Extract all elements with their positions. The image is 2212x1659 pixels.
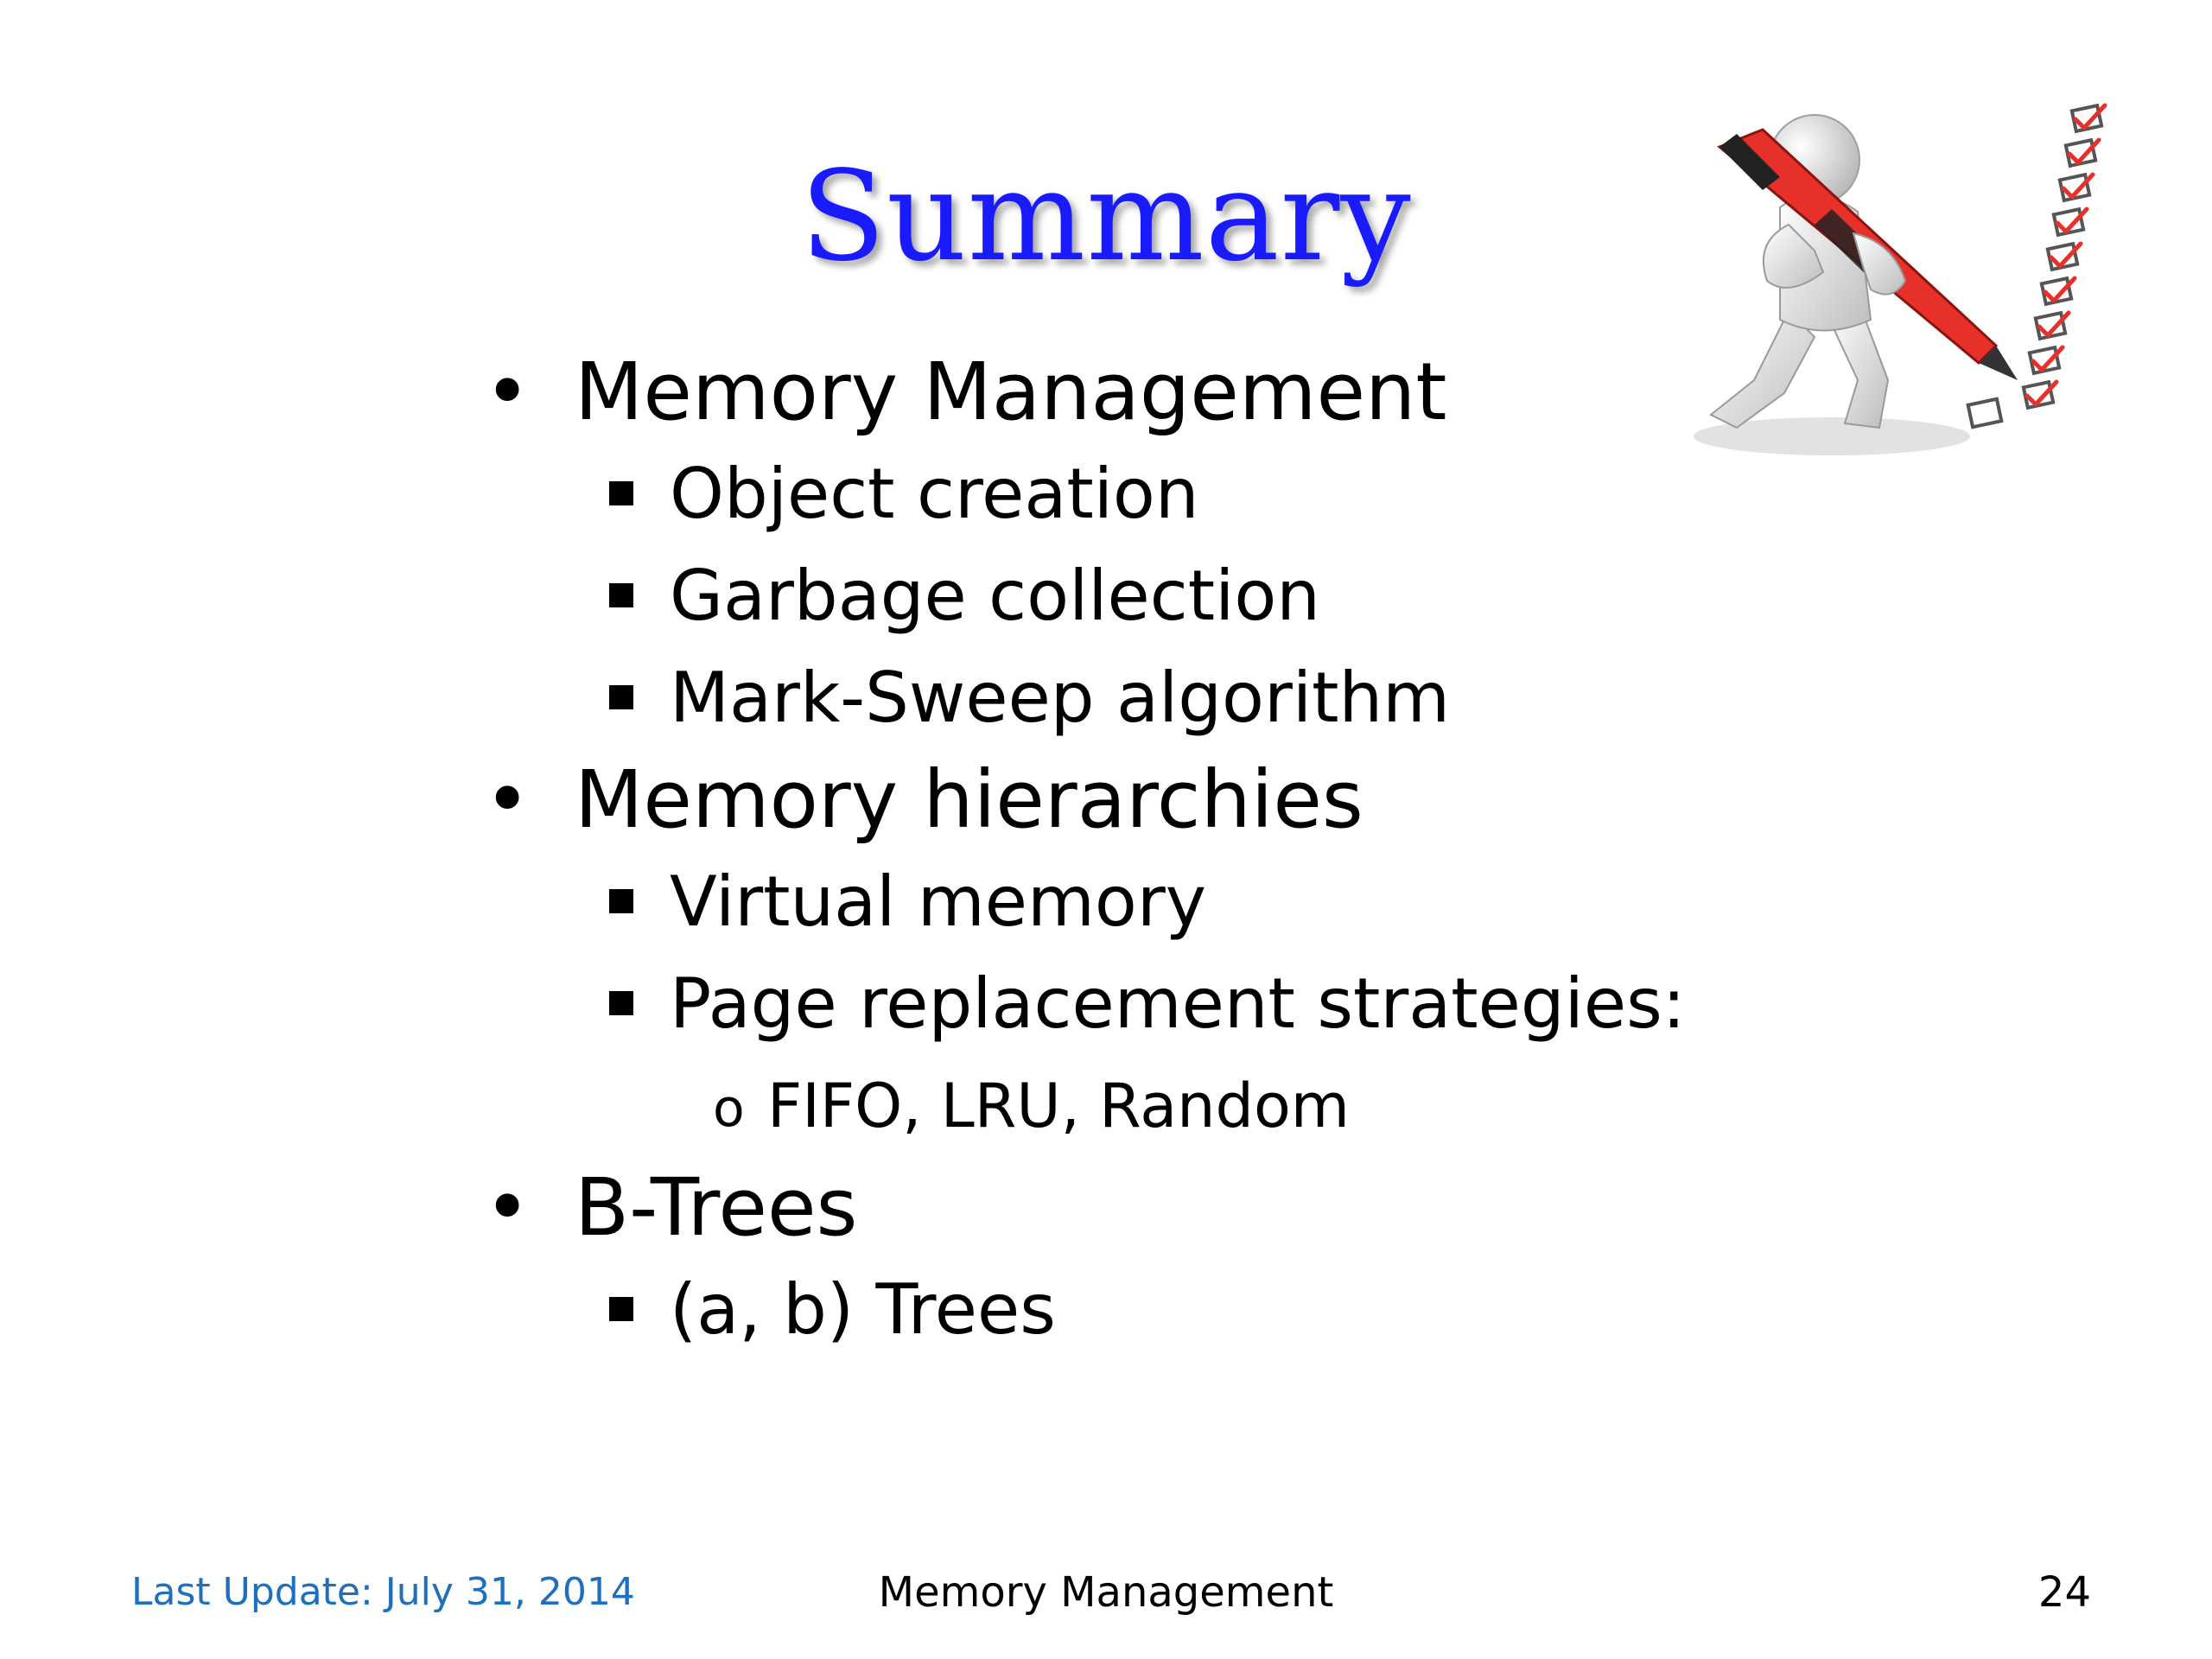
bullet-memory-hierarchies — [484, 749, 1866, 851]
sub-bullet-text: Virtual memory — [670, 861, 1207, 942]
bullet-text: B-Trees — [575, 1161, 858, 1254]
sub-bullet-mark-sweep — [484, 647, 1866, 749]
sub-bullet-object-creation — [484, 443, 1866, 545]
sub-bullet-text: Garbage collection — [670, 556, 1320, 636]
sub-sub-bullet-text: FIFO, LRU, Random — [767, 1071, 1350, 1141]
footer-page-number: 24 — [2037, 1568, 2091, 1617]
sub-bullet-text: (a, b) Trees — [670, 1269, 1056, 1350]
circle-bullet-icon: o — [713, 1078, 745, 1139]
sub-bullet-text: Page replacement strategies: — [670, 963, 1686, 1044]
person-checklist-icon — [1685, 95, 2117, 458]
sub-bullet-page-replacement — [484, 953, 1866, 1055]
bullet-memory-management — [484, 341, 1866, 443]
square-bullet-icon — [609, 889, 633, 913]
square-bullet-icon — [609, 1297, 633, 1321]
bullet-text: Memory Management — [575, 346, 1447, 438]
square-bullet-icon — [609, 583, 633, 607]
bullet-dot-icon: • — [484, 753, 531, 846]
footer-course-title: Memory Management — [878, 1568, 1334, 1617]
footer-last-update: Last Update: July 31, 2014 — [131, 1570, 635, 1614]
sub-bullet-virtual-memory — [484, 851, 1866, 953]
bullet-list — [484, 341, 1866, 1361]
sub-sub-bullet-fifo-lru-random — [484, 1055, 1866, 1157]
sub-bullet-text: Mark-Sweep algorithm — [670, 658, 1451, 738]
square-bullet-icon — [609, 481, 633, 505]
bullet-b-trees — [484, 1157, 1866, 1259]
square-bullet-icon — [609, 685, 633, 709]
bullet-text: Memory hierarchies — [575, 753, 1363, 846]
slide-title: Summary — [800, 143, 1412, 289]
sub-bullet-text: Object creation — [670, 454, 1199, 534]
sub-bullet-ab-trees — [484, 1259, 1866, 1361]
sub-bullet-garbage-collection — [484, 545, 1866, 647]
square-bullet-icon — [609, 991, 633, 1015]
bullet-dot-icon: • — [484, 346, 531, 438]
bullet-dot-icon: • — [484, 1161, 531, 1254]
